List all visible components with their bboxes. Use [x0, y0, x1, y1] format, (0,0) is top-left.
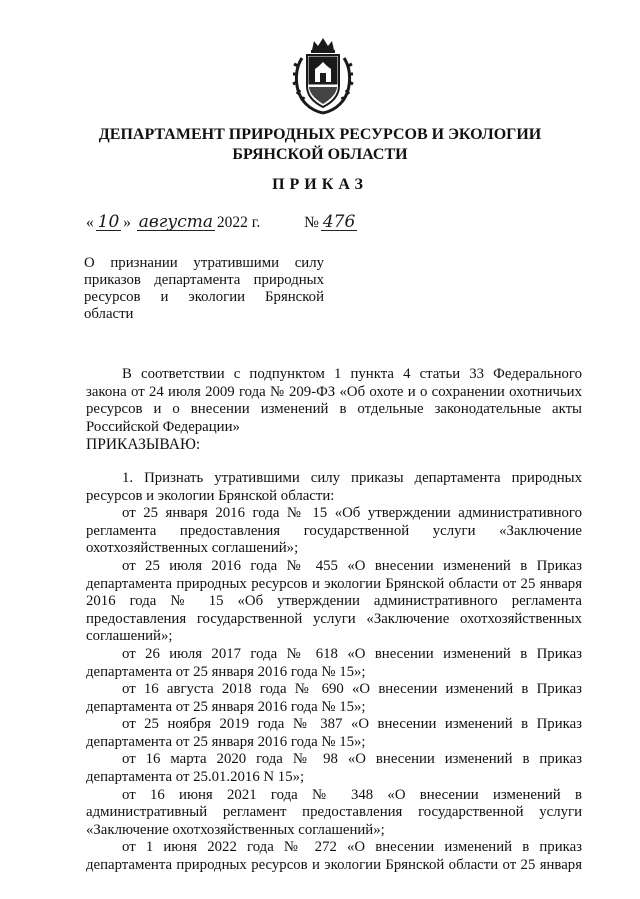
- text-line: ПРИКАЗЫВАЮ:: [86, 436, 201, 454]
- text-line: департамента от 25 января 2016 года № 15»;: [86, 663, 366, 680]
- text-line: от 25 июля 2016 года № 455 «О внесении изменений в Приказ: [122, 557, 582, 574]
- text-line: предоставления государственной услуги «Заключение охотхозяйственных: [86, 610, 582, 627]
- order-date-number-line: [86, 212, 355, 232]
- subject-line: приказов департамента природных: [84, 272, 324, 288]
- subject-line: ресурсов и экологии Брянской: [84, 289, 324, 305]
- item-paragraph: [86, 646, 582, 681]
- text-line: 2016 года № 15 «Об утверждении административного регламента: [86, 593, 582, 610]
- date-day-handwritten: 10: [97, 212, 120, 232]
- text-line: от 1 июня 2022 года № 272 «О внесении изменений в приказ: [122, 839, 582, 856]
- text-line: ресурсов и экологии Брянской области:: [86, 487, 335, 504]
- text-line: закона от 24 июля 2009 года № 209-ФЗ «Об охоте и о сохранении охотничьих: [86, 383, 582, 400]
- item-paragraph: [86, 681, 582, 716]
- text-line: от 26 июля 2017 года № 618 «О внесении изменений в Приказ: [122, 645, 582, 662]
- text-line: департамента от 25.01.2016 N 15»;: [86, 769, 305, 786]
- item-paragraph: [86, 470, 582, 505]
- item-paragraph: [86, 558, 582, 646]
- preamble-paragraph: [86, 366, 582, 436]
- number-sign: №: [304, 214, 319, 231]
- subject-line: области: [84, 306, 134, 322]
- subject-line: О признании утратившими силу: [84, 255, 324, 271]
- item-paragraph: [86, 751, 582, 786]
- text-line: департамента от 25 января 2016 года № 15»;: [86, 733, 366, 750]
- item-paragraph: [86, 839, 582, 874]
- order-subject: [84, 255, 324, 323]
- text-line: ресурсов и о внесении изменений в отдельные законодательные акты: [86, 401, 582, 418]
- text-line: от 16 июня 2021 года № 348 «О внесении изменений в: [122, 786, 582, 803]
- document-type-heading: ПРИКАЗ: [272, 176, 368, 193]
- date-open-quote: «: [86, 214, 94, 231]
- department-title-line2: БРЯНСКОЙ ОБЛАСТИ: [232, 146, 408, 163]
- coat-of-arms-emblem: [292, 36, 354, 116]
- text-line: департамента природных ресурсов и экологии Брянской области от 25 января: [86, 857, 582, 874]
- item-paragraph: [86, 505, 582, 558]
- text-line: от 25 января 2016 года № 15 «Об утверждении административного: [122, 505, 582, 522]
- date-month-handwritten: августа: [138, 212, 214, 232]
- text-line: 1. Признать утратившими силу приказы департамента природных: [122, 469, 582, 486]
- order-body: [86, 366, 582, 875]
- text-line: от 16 марта 2020 года № 98 «О внесении изменений в приказ: [122, 751, 582, 768]
- department-title-line1: ДЕПАРТАМЕНТ ПРИРОДНЫХ РЕСУРСОВ И ЭКОЛОГИИ: [98, 126, 542, 143]
- text-line: департамента природных ресурсов и экологии Брянской области от 25 января: [86, 575, 582, 592]
- text-line: «Заключение охотхозяйственных соглашений»;: [86, 821, 385, 838]
- item-paragraph: [86, 787, 582, 840]
- order-number-handwritten: 476: [322, 212, 356, 232]
- directive-heading: [86, 436, 582, 454]
- text-line: административный регламент предоставления государственной услуги: [86, 804, 582, 821]
- item-paragraph: [86, 716, 582, 751]
- text-line: В соответствии с подпунктом 1 пункта 4 статьи 33 Федерального: [122, 366, 582, 382]
- text-line: охотхозяйственных соглашений»;: [86, 540, 299, 557]
- text-line: Российской Федерации»: [86, 418, 240, 435]
- date-year: 2022 г.: [216, 214, 261, 231]
- text-line: департамента от 25 января 2016 года № 15»;: [86, 698, 366, 715]
- text-line: регламента предоставления государственной услуги «Заключение: [86, 522, 582, 539]
- text-line: от 25 ноября 2019 года № 387 «О внесении изменений в Приказ: [122, 716, 582, 733]
- text-line: соглашений»;: [86, 628, 173, 645]
- date-close-quote: »: [123, 214, 131, 231]
- text-line: от 16 августа 2018 года № 690 «О внесении изменений в Приказ: [122, 681, 582, 698]
